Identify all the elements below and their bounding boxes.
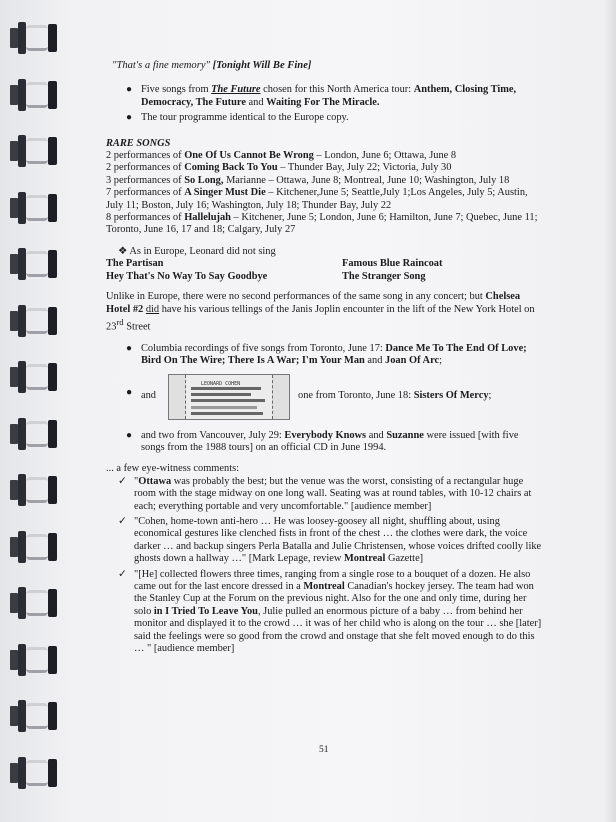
comment-text: " bbox=[134, 475, 139, 487]
intro-bullet-text: Five songs from bbox=[141, 84, 212, 96]
spiral-ring bbox=[10, 359, 68, 395]
not-sung-row-2 bbox=[106, 271, 542, 283]
quote-text: "That's a fine memory" bbox=[112, 60, 210, 71]
rare-songs-list bbox=[106, 150, 542, 237]
spiral-ring bbox=[10, 698, 68, 734]
rec3-song2: Suzanne bbox=[386, 429, 424, 441]
spiral-ring bbox=[10, 246, 68, 282]
not-sung-row-1 bbox=[106, 258, 542, 270]
checkmark-icon: ✓ bbox=[118, 516, 127, 528]
rec3-song1: Everybody Knows bbox=[284, 429, 367, 441]
intro-bullet-list bbox=[106, 84, 542, 124]
checkmark-icon: ✓ bbox=[118, 475, 127, 487]
spiral-ring bbox=[10, 472, 68, 508]
song-partisan: The Partisan bbox=[106, 258, 164, 270]
rare-song-venues: – Kitchener,June 5; Seattle,July 1;Los Angeles, July 5; Austin, July 11; Boston, July 16; Washington, July 18; Thunder Bay, July 22 bbox=[106, 187, 528, 211]
checkmark-icon: ✓ bbox=[118, 568, 127, 580]
rare-song-title: A Singer Must Die bbox=[184, 187, 266, 199]
intro-bullet-text: chosen for this North America tour: bbox=[260, 84, 414, 96]
quote-song-title: [Tonight Will Be Fine] bbox=[212, 60, 312, 71]
comment-item bbox=[106, 569, 542, 656]
chelsea-text-3: Street bbox=[123, 321, 151, 333]
rec1-and: and bbox=[364, 355, 386, 367]
comment-text: Ottawa bbox=[138, 475, 172, 487]
comment-text: "[He] collected flowers three times, ranging from a single rose to a bouquet of a dozen. He also came out for the last encore dressed in a bbox=[134, 568, 531, 593]
bullet-icon: ● bbox=[126, 342, 133, 354]
spiral-ring bbox=[10, 190, 68, 226]
rare-song-line bbox=[106, 162, 542, 174]
chelsea-text-2: have his various tellings of the Janis Joplin encounter in the lift of the New York Hotel on 23 bbox=[106, 303, 535, 333]
spiral-ring bbox=[10, 133, 68, 169]
song-hey-thats-no-way: Hey That's No Way To Say Goodbye bbox=[106, 270, 268, 282]
quote-line bbox=[112, 60, 542, 72]
rec1-last: Joan Of Arc bbox=[385, 355, 440, 367]
chelsea-did: did bbox=[145, 303, 160, 315]
rare-song-title: One Of Us Cannot Be Wrong bbox=[184, 150, 314, 162]
song-stranger-song: The Stranger Song bbox=[342, 270, 426, 282]
bullet-icon: ● bbox=[126, 84, 133, 96]
spiral-ring bbox=[10, 529, 68, 565]
recording-item-3: ● and two from Vancouver, July 29: Everybody Knows and Suzanne were issued [with five songs from the 1988 tours] on an official CD in June 1994. bbox=[126, 429, 519, 453]
spiral-ring bbox=[10, 755, 68, 791]
comment-text: Montreal bbox=[303, 581, 345, 593]
intro-bullet-text: The tour programme identical to the Europe copy. bbox=[141, 112, 349, 124]
document-content bbox=[106, 60, 542, 659]
rare-song-venues: Marianne – Ottawa, June 8; Montreal, June 10; Washington, July 18 bbox=[223, 174, 510, 186]
rec2-text: one from Toronto, June 18: Sisters Of Mercy; bbox=[298, 390, 492, 402]
comment-text: , Julie pulled an enormous picture of a baby … from behind her monitor and displayed it to the crowd … it was of her child who is along on the tour … she [later] said the feelings were so good from the crowd and onstage that she felt moved enough to do this … " [audience member] bbox=[134, 605, 542, 655]
rec1-text: Columbia recordings of five songs from Toronto, June 17: bbox=[141, 342, 386, 354]
bullet-icon: ● bbox=[126, 429, 133, 441]
page-number: 51 bbox=[319, 745, 329, 755]
rare-song-title: Coming Back To You bbox=[184, 162, 278, 174]
rare-song-count: 2 performances of bbox=[106, 150, 185, 162]
spiral-ring bbox=[10, 585, 68, 621]
rare-song-count: 2 performances of bbox=[106, 162, 185, 174]
comment-item bbox=[106, 516, 542, 566]
rare-song-venues: – London, June 6; Ottawa, June 8 bbox=[313, 150, 457, 162]
intro-bullet-text: Anthem, Closing Time, Democracy, The Future bbox=[141, 84, 517, 108]
chelsea-paragraph bbox=[106, 291, 542, 334]
intro-bullet-text: Waiting For The Miracle. bbox=[266, 96, 380, 108]
diamond-bullet-icon: ❖ bbox=[118, 245, 128, 257]
rare-song-count: 3 performances of bbox=[106, 174, 185, 186]
rare-song-line bbox=[106, 212, 542, 237]
chelsea-sup: rd bbox=[116, 316, 124, 327]
bullet-icon: ● bbox=[126, 112, 133, 124]
spiral-ring bbox=[10, 303, 68, 339]
rare-song-line bbox=[106, 187, 542, 212]
recording-item-2 bbox=[106, 374, 542, 420]
bullet-icon: ● bbox=[126, 386, 133, 398]
rare-song-count: 8 performances of bbox=[106, 212, 185, 224]
rare-song-title: So Long, bbox=[184, 174, 224, 186]
chelsea-song: Chelsea Hotel #2 bbox=[106, 291, 521, 315]
comments-list bbox=[106, 476, 542, 656]
rec2-and: and bbox=[141, 390, 157, 402]
comment-text: was probably the best; but the venue was the worst, consisting of a rectangular huge room with the stage midway on one long wall. Seating was at round tables, with 10-12 chairs at each; everything portable and very uncomfortable." [audience member] bbox=[134, 475, 532, 512]
comments-intro: ... a few eye-witness comments: bbox=[106, 463, 240, 475]
recordings-list-2 bbox=[106, 430, 542, 455]
rec1-songs: Dance Me To The End Of Love; Bird On The Wire; There Is A War; I'm Your Man bbox=[141, 342, 527, 367]
comment-text: "Cohen, home-town anti-hero … He was loosey-goosey all night, shuffling about, using economical gestures like clenched fists in front of the chest … the clothes were dark, the voice darker … and backup singers Perla Batalla and Julie Christensen, whose voices drifted coolly like ghosts down a hallway …" [Mark Lepage, review bbox=[134, 516, 542, 565]
intro-bullet-item bbox=[106, 112, 542, 124]
not-sung-text: As in Europe, Leonard did not sing bbox=[129, 245, 276, 257]
rare-song-title: Hallelujah bbox=[184, 212, 231, 224]
spiral-ring bbox=[10, 642, 68, 678]
spiral-ring bbox=[10, 416, 68, 452]
comment-text: Canadian's hockey jersey. The team had won the Stanley Cup at the Forum on the previous night. Also for the one and only time, during her solo bbox=[134, 581, 534, 617]
comment-text: in I Tried To Leave You bbox=[153, 605, 258, 617]
rec1-end: ; bbox=[439, 355, 442, 367]
rare-song-venues: – Thunder Bay, July 22; Victoria, July 30 bbox=[277, 162, 452, 174]
spiral-binding bbox=[0, 0, 70, 822]
not-sung-intro bbox=[106, 246, 542, 258]
spiral-ring bbox=[10, 20, 68, 56]
rare-song-count: 7 performances of bbox=[106, 187, 185, 199]
intro-bullet-text: The Future bbox=[211, 84, 261, 96]
rare-songs-title: RARE SONGS bbox=[106, 137, 171, 149]
page-edge-shadow bbox=[604, 0, 616, 822]
rare-song-line bbox=[106, 150, 542, 162]
song-famous-blue-raincoat: Famous Blue Raincoat bbox=[342, 258, 443, 270]
intro-bullet-item bbox=[106, 84, 542, 109]
rec3-text: and two from Vancouver, July 29: bbox=[141, 429, 285, 441]
comment-text: Montreal bbox=[343, 553, 386, 565]
recordings-list bbox=[106, 343, 542, 368]
rare-song-line bbox=[106, 175, 542, 187]
comment-text: Gazette] bbox=[385, 553, 424, 565]
comment-item bbox=[106, 476, 542, 513]
concert-ticket-image bbox=[168, 374, 290, 420]
recording-item-1 bbox=[106, 343, 542, 368]
chelsea-text-1: Unlike in Europe, there were no second performances of the same song in any concert; but bbox=[106, 291, 486, 303]
rec3-post: were issued [with five songs from the 1988 tours] on an official CD in June 1994. bbox=[141, 429, 519, 453]
spiral-ring bbox=[10, 77, 68, 113]
rec2-song: Sisters Of Mercy bbox=[413, 390, 489, 402]
ticket-text: LEONARD COHEN bbox=[201, 380, 241, 387]
rare-song-venues: – Kitchener, June 5; London, June 6; Hamilton, June 7; Quebec, June 11; Toronto, June 16, 17 and 18; Calgary, July 27 bbox=[106, 212, 538, 236]
intro-bullet-text: and bbox=[245, 96, 267, 108]
